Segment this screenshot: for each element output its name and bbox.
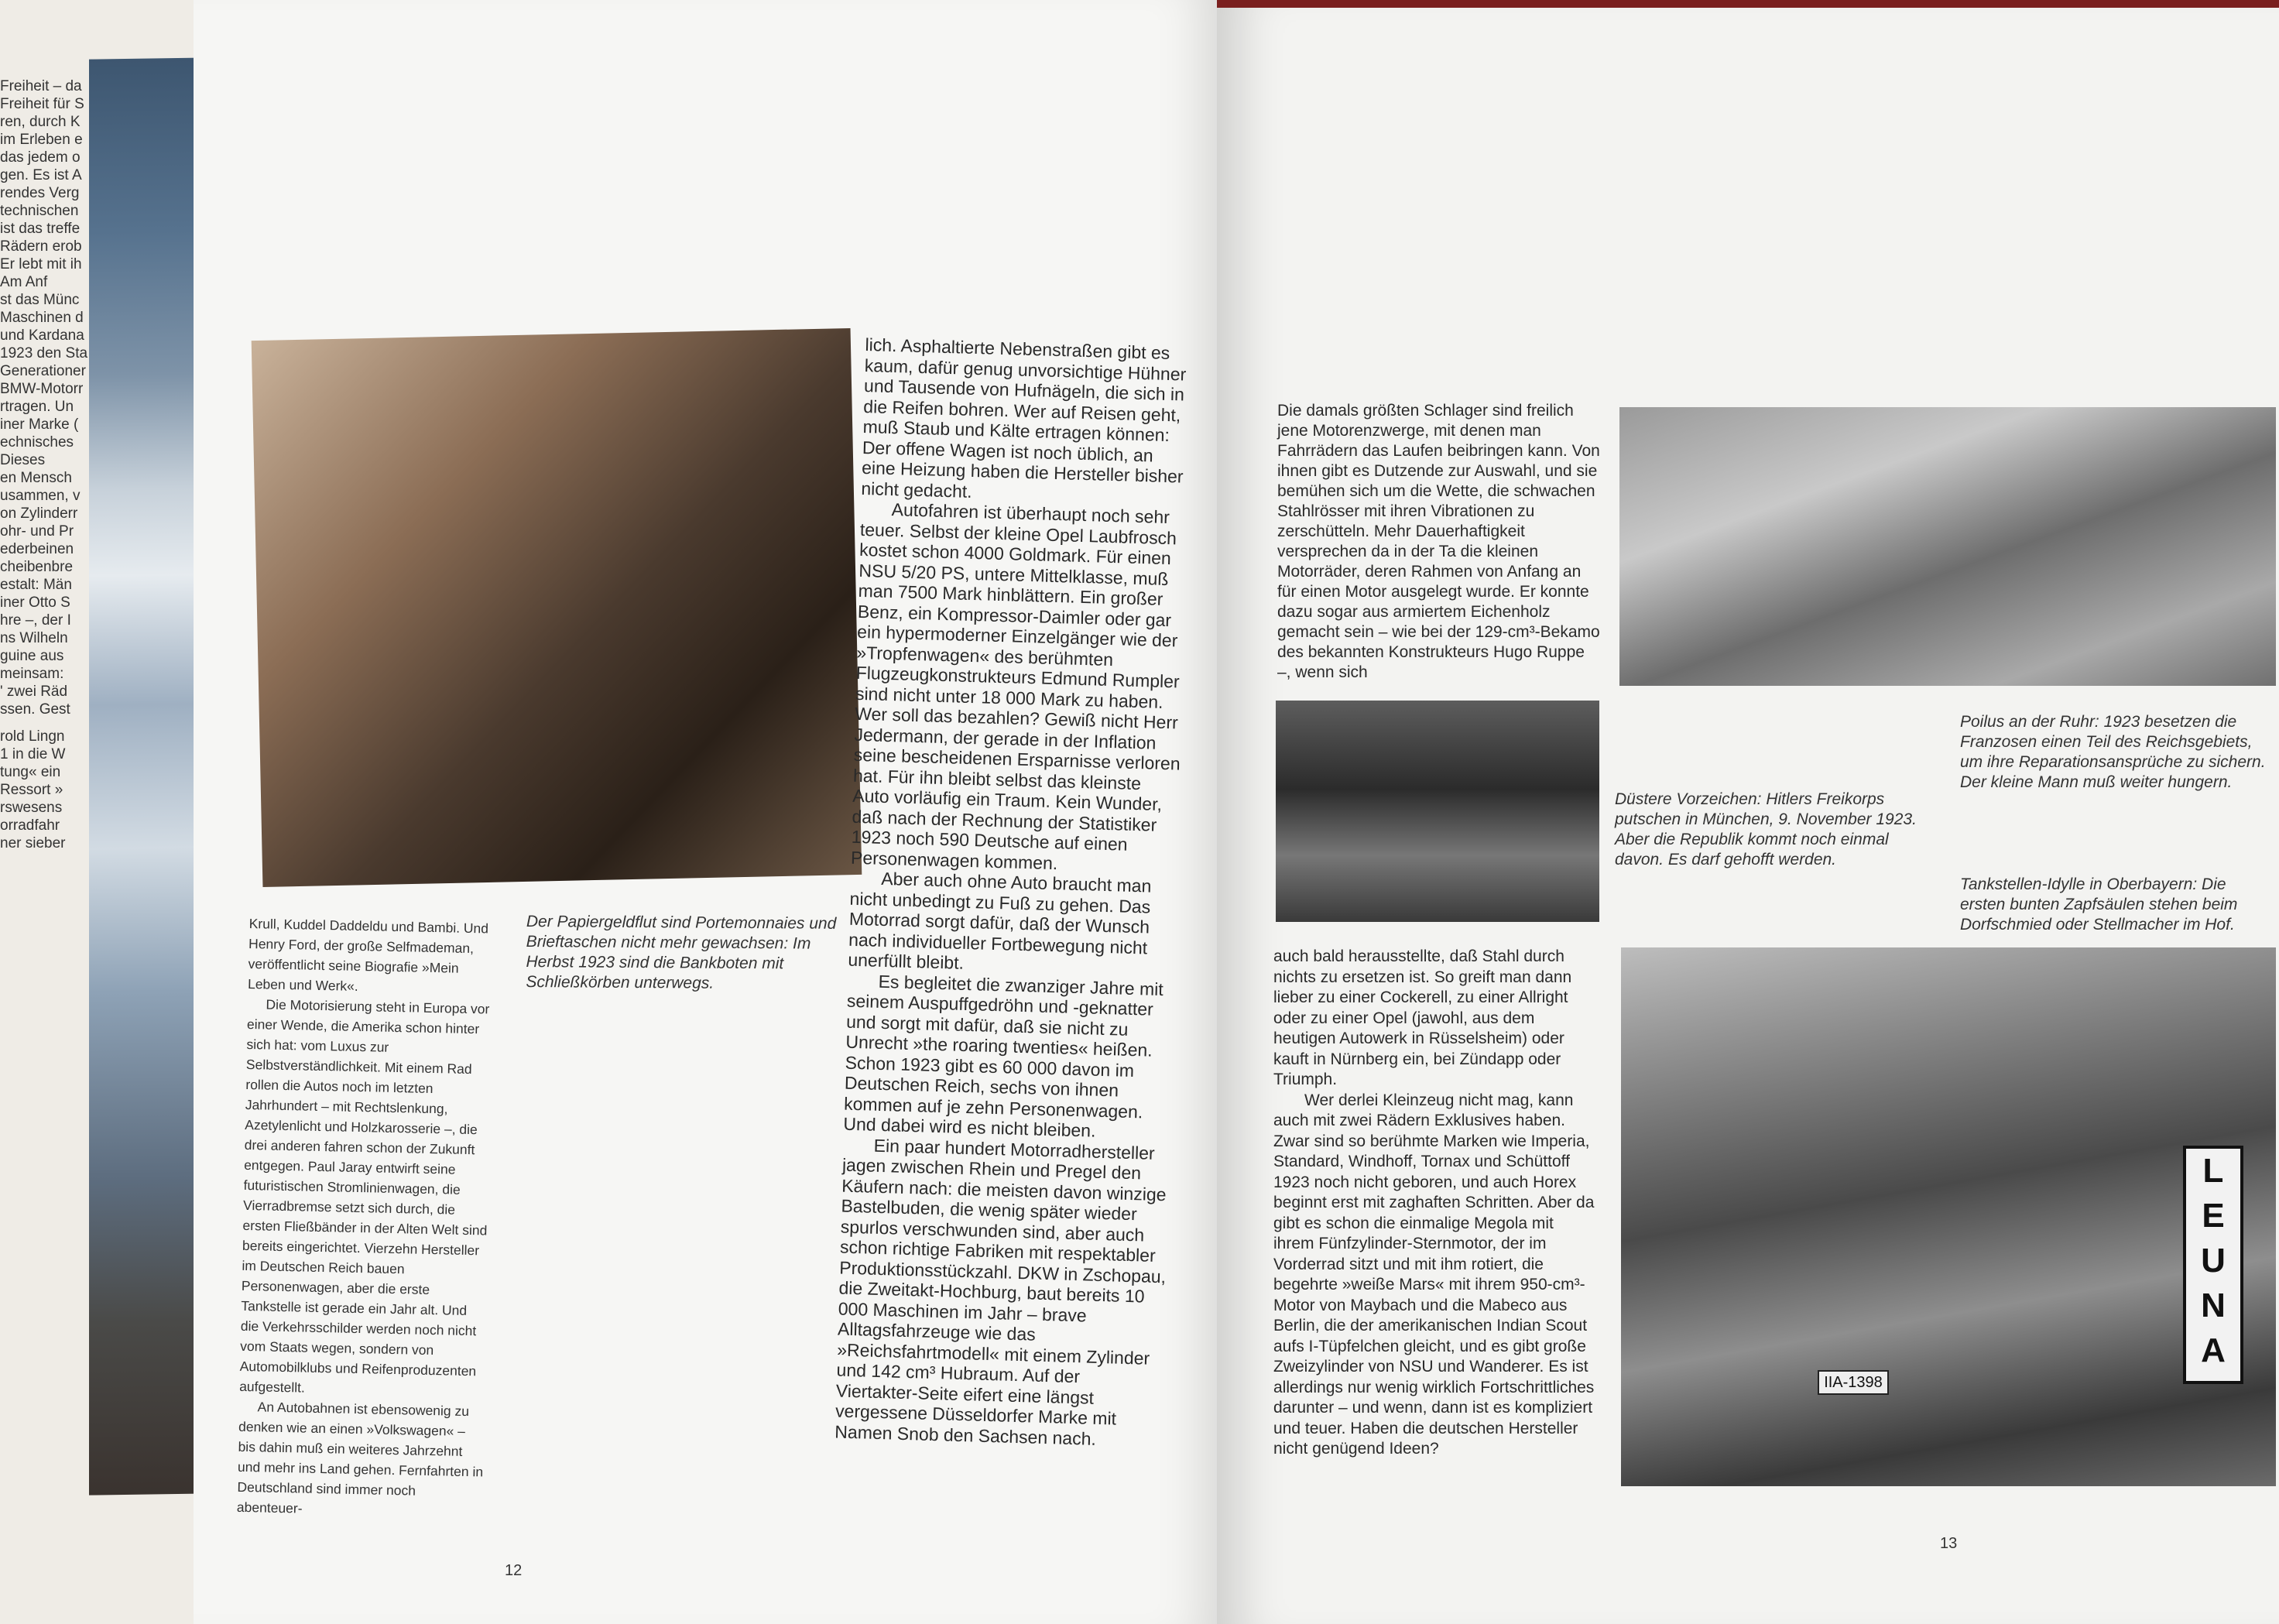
text-fragment: estalt: Män (0, 577, 72, 593)
text-fragment: ist das treffe (0, 221, 81, 237)
photo-bank-messengers (252, 328, 862, 887)
middle-text-column (834, 334, 1194, 1451)
text-fragment: rswesens (0, 800, 63, 816)
sign-letter: A (2201, 1331, 2226, 1369)
left-text-column (237, 913, 497, 1523)
car-license-plate: IIA-1398 (1818, 1370, 1889, 1395)
right-text-column-top (1277, 401, 1602, 683)
text-fragment: Freiheit für S (0, 96, 84, 112)
text-fragment: rtragen. Un (0, 399, 74, 415)
paragraph: Autofahren ist überhaupt noch sehr teuer. Selbst der kleine Opel Laubfrosch kostet schon 4000 Goldmark. Für einen NSU 5/20 PS, untere Mittelklasse, muß man 7500 Mark hinblättern. Ein großer Benz, ein Kompressor-Daimler oder gar ein hypermoderner Einzelgänger wie der »Tropfenwagen« des berühmten Flugzeugkonstrukteurs Edmund Rumpler sind nicht unter 18 000 Mark zu haben. Wer soll das bezahlen? Gewiß nicht Herr Jedermann, der gerade in der Inflation seine bescheidenen Ersparnisse verloren hat. Für ihn bleibt selbst das kleinste Auto vorläufig ein Traum. Kein Wunder, daß nach der Rechnung der Statistiker 1923 noch 590 Deutsche auf einen Personenwagen kommen. (850, 499, 1181, 873)
caption-bank-messengers: Der Papiergeldflut sind Portemonnaies und Brieftaschen nicht mehr gewachsen: Im Herbst 1923 sind die Bankboten mit Schließkörben unterwegs. (526, 913, 837, 992)
sign-letter: N (2201, 1287, 2226, 1324)
paragraph: auch bald herausstellte, daß Stahl durch nichts zu ersetzen ist. So greift man dann lieber zu einer Cockerell, zu einer Allright oder zu einer Opel (jawohl, aus dem heutigen Autowerk in Rüsselsheim) oder kauft in Nürnberg ein, bei Zündapp oder Triumph. (1273, 947, 1572, 1088)
text-fragment: 1 in die W (0, 746, 66, 762)
page-number-left: 12 (505, 1562, 523, 1579)
text-fragment: ohr- und Pr (0, 523, 74, 540)
text-fragment: tung« ein (0, 764, 61, 780)
text-fragment: guine aus (0, 648, 64, 664)
leuna-pump-sign (2183, 1146, 2243, 1384)
photo-putsch (1276, 701, 1599, 922)
text-fragment: gen. Es ist A (0, 167, 82, 183)
paragraph: Die Motorisierung steht in Europa vor einer Wende, die Amerika schon hinter sich hat: vom Luxus zur Selbstverständlichkeit. Mit einem Rad rollen die Autos noch im letzten Jahrhundert – mit Rechtslenkung, Azetylenlicht und Holzkarosserie –, die drei anderen fahren schon der Zukunft entgegen. Paul Jaray entwirft seine futuristischen Stromlinienwagen, die Vierradbremse setzt sich durch, die ersten Fließbänder in der Alten Welt sind bereits eingerichtet. Vierzehn Hersteller im Deutschen Reich bauen Personenwagen, aber die erste Tankstelle ist gerade ein Jahr alt. Und die Verkehrsschilder werden noch nicht vom Staats wegen, sondern von Automobilklubs und Reifenproduzenten aufgestellt. (238, 996, 490, 1396)
text-fragment: en Mensch (0, 470, 72, 486)
paragraph: Es begleitet die zwanziger Jahre mit seinem Auspuffgedröhn und -geknatter und sorgt mit dafür, daß sie nicht zu Unrecht »the roaring twenties« heißen. Schon 1923 gibt es 60 000 davon im Deutschen Reich, sechs von ihnen kommen auf je zehn Personenwagen. Und dabei wird es nicht bleiben. (843, 971, 1164, 1141)
text-fragment: Freiheit – da (0, 78, 82, 94)
text-fragment: rold Lingn (0, 728, 65, 745)
paragraph: Aber auch ohne Auto braucht man nicht unbedingt zu Fuß zu gehen. Das Motorrad sorgt dafür, daß der Wunsch nach individueller Fortbewegung nicht unerfüllt bleibt. (848, 868, 1152, 973)
text-fragment: technischen (0, 203, 79, 219)
right-text-column-bottom (1273, 947, 1599, 1460)
text-fragment: Er lebt mit ih (0, 256, 82, 272)
text-fragment: iner Marke ( (0, 416, 79, 433)
photo-filling-station (1621, 947, 2276, 1486)
text-fragment: ' zwei Räd (0, 684, 68, 700)
text-fragment: ns Wilheln (0, 630, 68, 646)
photo-french-troops (1619, 407, 2276, 686)
text-fragment: iner Otto S (0, 594, 70, 611)
sign-letter: L (2202, 1152, 2224, 1190)
sign-letter: E (2202, 1197, 2225, 1235)
text-fragment: Dieses (0, 452, 46, 468)
text-fragment: Maschinen d (0, 310, 84, 326)
text-fragment: orradfahr (0, 817, 60, 834)
text-fragment: rendes Verg (0, 185, 80, 201)
text-fragment: echnisches (0, 434, 74, 451)
text-fragment: das jedem o (0, 149, 81, 166)
text-fragment: on Zylinderr (0, 505, 78, 522)
page-number-right: 13 (1940, 1535, 1958, 1552)
caption-putsch: Düstere Vorzeichen: Hitlers Freikorps putschen in München, 9. November 1923. Aber die Republik kommt noch einmal davon. Es darf gehofft werden. (1615, 790, 1917, 869)
text-fragment: ner sieber (0, 835, 66, 851)
text-fragment: ren, durch K (0, 114, 81, 130)
text-fragment: Rädern erob (0, 238, 82, 255)
text-fragment: hre –, der I (0, 612, 71, 629)
text-fragment: im Erleben e (0, 132, 83, 148)
paragraph: Die damals größten Schlager sind freilich jene Motorenzwerge, mit denen man Fahrrädern das Laufen beibringen kann. Von ihnen gibt es Dutzende zur Auswahl, und sie bemühen sich um die Wette, die schwachen Stahlrösser mit ihren Vibrationen zu zerschütteln. Mehr Dauerhaftigkeit versprechen da in der Ta die kleinen Motorräder, deren Rahmen von Anfang an für einen Motor ausgelegt wurde. Er konnte dazu sogar aus armiertem Eichenholz gemacht sein – wie bei der 129-cm³-Bekamo des bekannten Konstrukteurs Hugo Ruppe –, wenn sich (1277, 402, 1600, 681)
paragraph: An Autobahnen ist ebensowenig zu denken wie an einen »Volkswagen« – bis dahin muß ein weiteres Jahrzehnt und mehr ins Land gehen. Fernfahrten in Deutschland sind immer noch abenteuer- (236, 1399, 484, 1516)
text-fragment: BMW-Motorr (0, 381, 84, 397)
text-fragment: 1923 den Sta (0, 345, 88, 361)
text-fragment: Am Anf (0, 274, 48, 290)
text-fragment: Generationer (0, 363, 86, 379)
text-fragment: Ressort » (0, 782, 63, 798)
paragraph: Krull, Kuddel Daddeldu und Bambi. Und Henry Ford, der große Selfmademan, veröffentlicht seine Biografie »Mein Leben und Werk«. (247, 915, 489, 994)
caption-french-troops: Poilus an der Ruhr: 1923 besetzen die Franzosen einen Teil des Reichsgebiets, um ihre Reparationsansprüche zu sichern. Der kleine Mann muß weiter hungern. (1960, 713, 2266, 791)
text-fragment: und Kardana (0, 327, 84, 344)
caption-filling-station: Tankstellen-Idylle in Oberbayern: Die ersten bunten Zapfsäulen stehen beim Dorfschmied oder Stellmacher im Hof. (1960, 875, 2238, 934)
text-fragment: ederbeinen (0, 541, 74, 557)
paragraph: Ein paar hundert Motorradhersteller jagen zwischen Rhein und Pregel den Käufern nach: die meisten davon winzige Bastelbuden, die wenig später wieder spurlos verschwunden sind, aber auch schon richtige Fabriken mit respektabler Produktionsstückzahl. DKW in Zschopau, die Zweitakt-Hochburg, baut bereits 10 000 Maschinen im Jahr – brave Alltagsfahrzeuge wie das »Reichsfahrtmodell« mit einem Zylinder und 142 cm³ Hubraum. Auf der Viertakter-Seite eifert eine längst vergessene Düsseldorfer Marke mit Namen Snob den Sachsen nach. (834, 1135, 1167, 1449)
paragraph: lich. Asphaltierte Nebenstraßen gibt es kaum, dafür genug unvorsichtige Hühner und Tausende von Hufnägeln, die sich in die Reifen bohren. Wer auf Reisen geht, muß Staub und Kälte ertragen können: Der offene Wagen ist noch üblich, an eine Heizung haben die Hersteller bisher nicht gedacht. (861, 334, 1187, 502)
text-fragment: meinsam: (0, 666, 64, 682)
text-fragment: cheibenbre (0, 559, 74, 575)
sign-letter: U (2201, 1242, 2226, 1280)
text-fragment: st das Münc (0, 292, 80, 308)
text-fragment: ssen. Gest (0, 701, 70, 718)
text-fragment: usammen, v (0, 488, 81, 504)
paragraph: Wer derlei Kleinzeug nicht mag, kann auch mit zwei Rädern Exklusives haben. Zwar sind so berühmte Marken wie Imperia, Standard, Windhoff, Tornax und Schüttoff 1923 noch nicht geboren, und auch Horex beginnt erst mit zaghaften Schritten. Aber da gibt es schon die einmalige Megola mit ihrem Fünfzylinder-Sternmotor, der im Vorderrad sitzt und mit ihm rotiert, die begehrte »weiße Mars« mit ihrem 950-cm³-Motor von Maybach und die Mabeco aus Berlin, die der amerikanischen Indian Scout aufs I-Tüpfelchen gleicht, und es gibt große Zweizylinder von NSU und Wanderer. Es ist allerdings nur wenig wirklich Fortschrittliches darunter – und wenn, dann ist es kompliziert und teuer. Haben die deutschen Hersteller nicht genügend Ideen? (1273, 1091, 1595, 1458)
